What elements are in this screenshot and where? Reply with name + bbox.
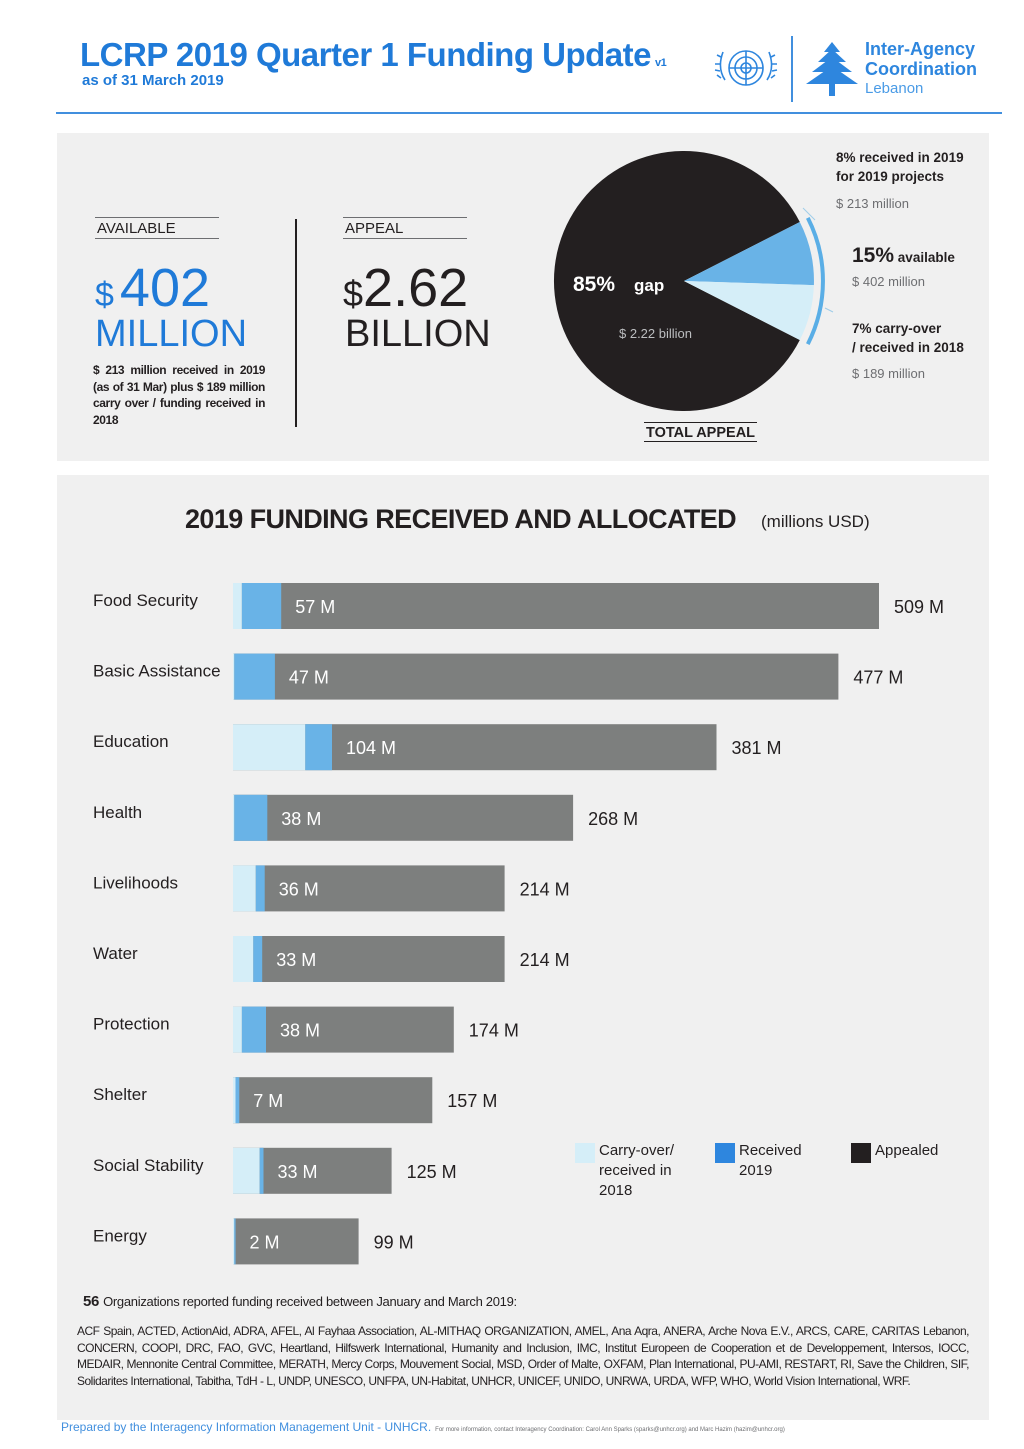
bar-received-water bbox=[253, 936, 262, 982]
legend-appealed-swatch bbox=[851, 1143, 871, 1163]
category-label-shelter: Shelter bbox=[93, 1085, 147, 1105]
pie-label-received-line2: for 2019 projects bbox=[836, 169, 945, 184]
bar-appealed-label-shelter: 157 M bbox=[447, 1091, 498, 1112]
footer bbox=[61, 1420, 991, 1434]
bar-available-label-education: 104 M bbox=[346, 738, 397, 759]
available-amount-value: 402 bbox=[119, 258, 211, 318]
organizations-list: ACF Spain, ACTED, ActionAid, ADRA, AFEL, Al Fayhaa Association, AL-MITHAQ ORGANIZATION, AMEL, Ana Aqra, ANERA, Arche Nova E.V., ARCS, CARE, CARITAS Lebanon, CONCERN, COOPI, DRC, FAO, GVC, Heartland, Hilfswerk International, Humanity and Inclusion, IMC, Institut Europeen de Cooperation et de Developpement, Intersos, IOCC, MEDAIR, Mennonite Central Committee, MERATH, Mercy Corps, Mouvement Social, MSD, Order of Malte, OXFAM, Plan International, PU-AMI, RESTART, RI, Save the Children, SIF, Solidarites International, Tabitha, TdH - L, UNDP, UNESCO, UNFPA, UN-Habitat, UNHCR, UNICEF, UNIDO, UNRWA, URDA, WFP, WHO, World Vision International, WRF. bbox=[77, 1324, 969, 1388]
available-amount bbox=[95, 258, 211, 318]
org-name bbox=[865, 39, 977, 99]
available-unit: MILLION bbox=[95, 313, 248, 355]
sector-funding-panel bbox=[57, 475, 989, 1420]
pie-leader-carryover bbox=[825, 308, 833, 312]
bar-carryover-water bbox=[233, 936, 253, 982]
bar-carryover-food-security bbox=[233, 583, 242, 629]
pie-label-received bbox=[836, 148, 964, 186]
appeal-unit: BILLION bbox=[345, 313, 491, 355]
appeal-amount bbox=[343, 258, 469, 318]
bar-appealed-label-water: 214 M bbox=[519, 950, 570, 970]
pie-gap-word: gap bbox=[634, 276, 665, 295]
bar-received-health bbox=[234, 795, 267, 841]
category-label-education: Education bbox=[93, 732, 169, 752]
legend-received-label: Received 2019 bbox=[739, 1142, 802, 1179]
bar-available-label-protection: 38 M bbox=[280, 1020, 321, 1041]
bar-available-label-food-security: 57 M bbox=[295, 597, 336, 617]
report-header bbox=[56, 30, 1002, 114]
bar-received-livelihoods bbox=[256, 865, 265, 911]
organizations-intro: Organizations reported funding received between January and March 2019: bbox=[103, 1294, 517, 1309]
bar-received-food-security bbox=[242, 583, 281, 629]
sector-bar-chart bbox=[57, 475, 989, 1420]
bar-available-label-livelihoods: 36 M bbox=[278, 879, 319, 900]
pie-label-carryover bbox=[852, 319, 964, 357]
bar-available-label-energy: 2 M bbox=[249, 1232, 280, 1253]
legend-appealed-label: Appealed bbox=[875, 1142, 939, 1159]
available-note: $ 213 million received in 2019 (as of 31 Mar) plus $ 189 million carry over / funding received in 2018 bbox=[93, 363, 265, 427]
un-emblem-icon bbox=[709, 38, 783, 98]
legend-received-swatch bbox=[715, 1143, 735, 1163]
pie-value-received: $ 213 million bbox=[836, 196, 909, 211]
pie-label-received-line1: 8% received in 2019 bbox=[836, 150, 964, 165]
bar-appealed-label-food-security: 509 M bbox=[894, 597, 945, 617]
bar-received-basic-assistance bbox=[234, 654, 275, 700]
bar-carryover-livelihoods bbox=[233, 865, 256, 911]
bar-carryover-basic-assistance bbox=[233, 654, 234, 700]
footer-contact: For more information, contact Interagency Coordination: Carol Ann Sparks (sparks@unhcr.org) and Marc Hazim (hazim@unhcr.org) bbox=[435, 1427, 785, 1433]
bar-carryover-protection bbox=[233, 1007, 242, 1053]
category-label-livelihoods: Livelihoods bbox=[93, 873, 179, 893]
bar-carryover-health bbox=[233, 795, 234, 841]
org-name-line1: Inter-Agency bbox=[865, 39, 976, 59]
bar-appealed-water bbox=[233, 936, 505, 982]
total-appeal-label: TOTAL APPEAL bbox=[644, 422, 757, 442]
bar-available-label-shelter: 7 M bbox=[253, 1091, 284, 1112]
org-name-line2: Coordination bbox=[865, 59, 977, 79]
category-label-protection: Protection bbox=[93, 1014, 170, 1034]
pie-value-carryover: $ 189 million bbox=[852, 366, 925, 381]
category-label-energy: Energy bbox=[93, 1226, 147, 1246]
bar-appealed-label-basic-assistance: 477 M bbox=[853, 667, 904, 688]
report-title bbox=[80, 36, 666, 74]
footer-prepared-by: Prepared by the Interagency Information Management Unit - UNHCR. bbox=[61, 1420, 432, 1434]
organizations-count: 56 bbox=[83, 1293, 100, 1310]
bar-appealed-label-livelihoods: 214 M bbox=[519, 879, 570, 900]
logo-divider bbox=[791, 36, 793, 102]
appeal-amount-value: 2.62 bbox=[363, 258, 469, 318]
available-currency: $ bbox=[95, 276, 114, 314]
available-label: AVAILABLE bbox=[95, 217, 219, 239]
funding-pie-chart bbox=[553, 138, 993, 458]
chart-title: 2019 FUNDING RECEIVED AND ALLOCATED bbox=[185, 504, 737, 534]
organizations-count-line bbox=[83, 1293, 517, 1310]
bar-appealed-protection bbox=[233, 1007, 454, 1053]
bar-received-social-stability bbox=[260, 1148, 264, 1194]
bar-available-label-health: 38 M bbox=[281, 808, 322, 829]
legend-carryover-swatch bbox=[575, 1143, 595, 1163]
pie-label-available bbox=[852, 246, 955, 267]
category-label-water: Water bbox=[93, 944, 138, 963]
report-title-text: LCRP 2019 Quarter 1 Funding Update bbox=[80, 36, 652, 73]
bar-available-label-basic-assistance: 47 M bbox=[288, 667, 329, 688]
bar-received-shelter bbox=[236, 1077, 240, 1123]
bar-appealed-label-education: 381 M bbox=[731, 738, 782, 759]
funding-summary-panel bbox=[57, 133, 989, 461]
org-name-line3: Lebanon bbox=[865, 80, 924, 97]
legend-carryover-label: Carry-over/ received in 2018 bbox=[599, 1142, 675, 1199]
bar-appealed-livelihoods bbox=[233, 865, 505, 911]
appeal-label: APPEAL bbox=[343, 217, 467, 239]
bar-appealed-label-energy: 99 M bbox=[373, 1232, 414, 1253]
bar-carryover-energy bbox=[233, 1218, 234, 1264]
category-label-food-security: Food Security bbox=[93, 591, 198, 610]
pie-gap-pct: 85% bbox=[573, 273, 616, 296]
pie-available-word: available bbox=[897, 250, 955, 265]
pie-value-available: $ 402 million bbox=[852, 274, 925, 289]
bar-received-protection bbox=[242, 1007, 266, 1053]
appeal-currency: $ bbox=[343, 273, 364, 314]
category-label-health: Health bbox=[93, 802, 143, 822]
pie-label-carryover-line2: / received in 2018 bbox=[852, 340, 964, 355]
bar-received-education bbox=[305, 724, 332, 770]
bar-carryover-education bbox=[233, 724, 305, 770]
category-label-basic-assistance: Basic Assistance bbox=[93, 661, 221, 681]
summary-divider bbox=[295, 219, 297, 427]
pie-label-carryover-line1: 7% carry-over bbox=[852, 321, 942, 336]
report-date: as of 31 March 2019 bbox=[82, 72, 224, 89]
cedar-tree-icon bbox=[804, 40, 860, 100]
pie-gap-value: $ 2.22 billion bbox=[619, 326, 692, 341]
pie-available-pct: 15% bbox=[852, 244, 895, 267]
bar-carryover-shelter bbox=[233, 1077, 236, 1123]
bar-appealed-label-social-stability: 125 M bbox=[406, 1161, 457, 1182]
category-label-social-stability: Social Stability bbox=[93, 1155, 204, 1175]
bar-available-label-social-stability: 33 M bbox=[277, 1161, 318, 1182]
version-tag: v1 bbox=[655, 57, 667, 69]
chart-units: (millions USD) bbox=[761, 512, 870, 531]
bar-carryover-social-stability bbox=[233, 1148, 260, 1194]
bar-appealed-label-health: 268 M bbox=[588, 808, 639, 829]
bar-appealed-label-protection: 174 M bbox=[468, 1020, 519, 1041]
bar-available-label-water: 33 M bbox=[276, 950, 317, 970]
bar-received-energy bbox=[234, 1218, 235, 1264]
